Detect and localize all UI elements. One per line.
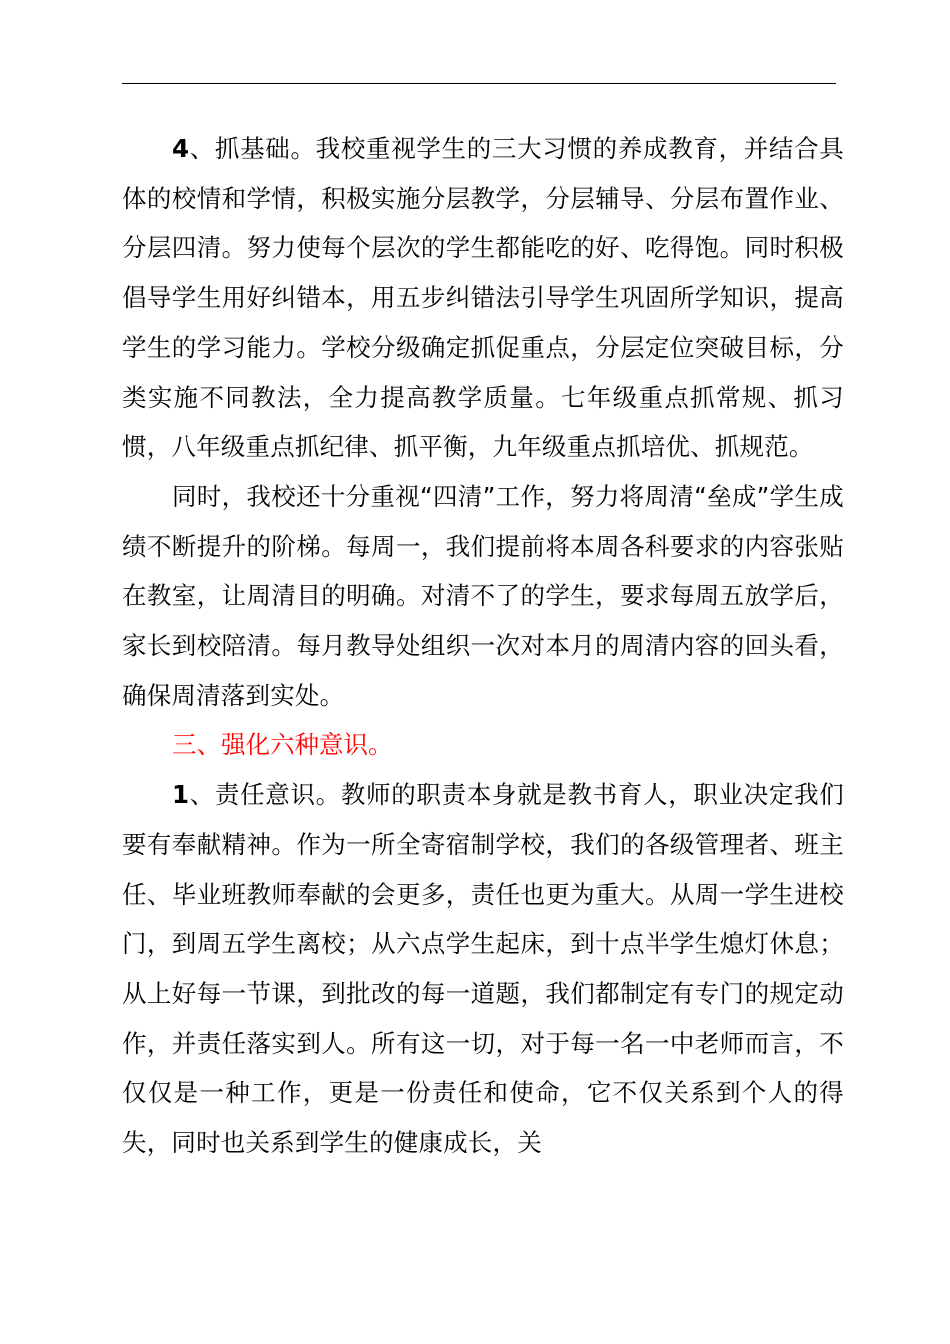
document-body: [122, 124, 844, 1168]
paragraph-text: 、抓基础。我校重视学生的三大习惯的养成教育，并结合具体的校情和学情，积极实施分层教学，分层辅导、分层布置作业、分层四清。努力使每个层次的学生都能吃的好、吃得饱。同时积极倡导学生用好纠错本，用五步纠错法引导学生巩固所学知识，提高学生的学习能力。学校分级确定抓促重点，分层定位突破目标，分类实施不同教法，全力提高教学质量。七年级重点抓常规、抓习惯，八年级重点抓纪律、抓平衡，九年级重点抓培优、抓规范。: [122, 134, 844, 462]
paragraph-four-clear: [122, 472, 844, 721]
header-rule: [122, 83, 836, 84]
paragraph-number: 1: [172, 780, 190, 810]
paragraph-number: 4: [172, 134, 190, 163]
paragraph-responsibility: [122, 770, 844, 1168]
section-heading: 三、强化六种意识。: [172, 730, 393, 760]
paragraph-basics: [122, 124, 844, 472]
paragraph-text: 同时，我校还十分重视“四清”工作，努力将周清“垒成”学生成绩不断提升的阶梯。每周一，我们提前将本周各科要求的内容张贴在教室，让周清目的明确。对清不了的学生，要求每周五放学后，家长到校陪清。每月教导处组织一次对本月的周清内容的回头看，确保周清落到实处。: [122, 481, 844, 710]
paragraph-text: 、责任意识。教师的职责本身就是教书育人，职业决定我们要有奉献精神。作为一所全寄宿制学校，我们的各级管理者、班主任、毕业班教师奉献的会更多，责任也更为重大。从周一学生进校门，到周五学生离校；从六点学生起床，到十点半学生熄灯休息；从上好每一节课，到批改的每一道题，我们都制定有专门的规定动作，并责任落实到人。所有这一切，对于每一名一中老师而言，不仅仅是一种工作，更是一份责任和使命，它不仅关系到个人的得失，同时也关系到学生的健康成长，关: [122, 780, 844, 1158]
